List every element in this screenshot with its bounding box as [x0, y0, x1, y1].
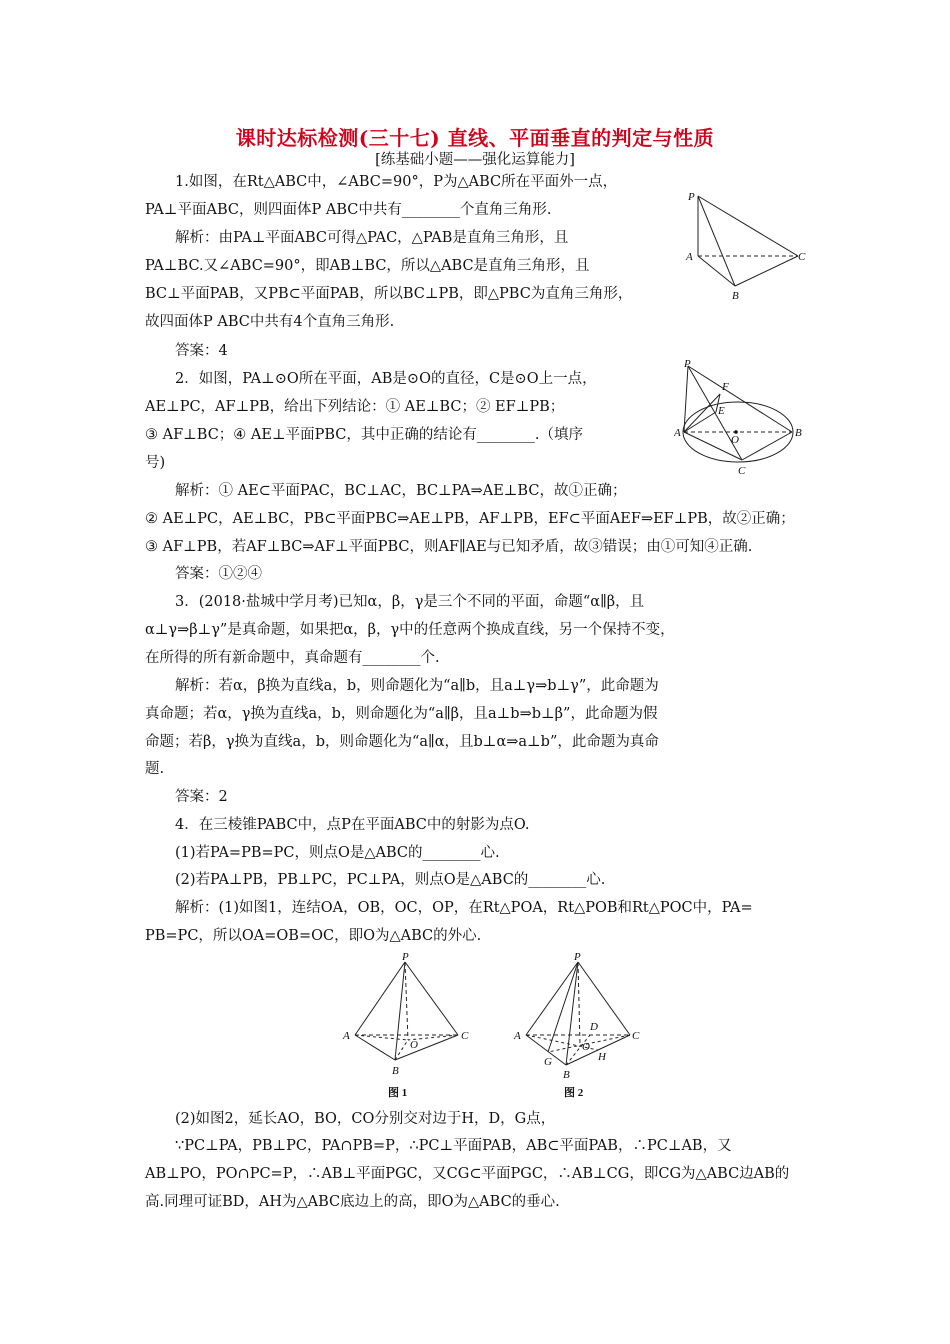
q4-figure-2: [508, 950, 648, 1100]
q4-fig2-label-p: P: [574, 951, 581, 963]
q3-answer: 答案：2: [175, 789, 228, 805]
q4-fig2-caption: 图 2: [564, 1087, 584, 1099]
q4-line-2: (1)若PA=PB=PC，则点O是△ABC的________心.: [175, 845, 500, 861]
q2-fig-label-b: B: [795, 427, 802, 439]
q1-solution-4: 故四面体P ABC中共有4个直角三角形.: [145, 314, 395, 330]
q1-fig-label-p: P: [688, 191, 695, 203]
q4-fig1-label-b: B: [392, 1065, 399, 1077]
q2-line-4: 号): [145, 455, 166, 471]
q1-solution-1: 解析：由PA⊥平面ABC可得△PAC，△PAB是直角三角形，且: [175, 230, 569, 246]
q4-fig2-label-g: G: [544, 1056, 552, 1068]
q2-line-3: ③ AF⊥BC；④ AE⊥平面PBC，其中正确的结论有________.（填序: [145, 427, 583, 443]
section-subtitle: [练基础小题——强化运算能力]: [375, 152, 575, 168]
q2-fig-label-a: A: [674, 427, 681, 439]
q4-fig2-label-c: C: [632, 1030, 640, 1042]
q4-figure-1: [340, 950, 480, 1100]
q4-fig1-label-c: C: [461, 1030, 469, 1042]
q4-fig1-label-a: A: [343, 1030, 350, 1042]
q2-fig-label-o: O: [731, 434, 739, 446]
q4-part2-line-1: (2)如图2，延长AO，BO，CO分别交对边于H，D，G点，: [175, 1111, 556, 1127]
q3-line-3: 在所得的所有新命题中，真命题有________个.: [145, 650, 440, 666]
q1-fig-label-c: C: [798, 251, 806, 263]
q4-solution-2: PB=PC，所以OA=OB=OC，即O为△ABC的外心.: [145, 928, 482, 944]
q2-fig-label-f: F: [722, 381, 729, 393]
q2-line-1: 2．如图，PA⊥⊙O所在平面，AB是⊙O的直径，C是⊙O上一点，: [175, 371, 597, 387]
q1-line-2: PA⊥平面ABC，则四面体P ABC中共有________个直角三角形.: [145, 202, 552, 218]
q1-answer: 答案：4: [175, 343, 228, 359]
q4-fig2-label-b: B: [563, 1069, 570, 1081]
q2-fig-label-c: C: [738, 465, 746, 477]
q4-fig1-caption: 图 1: [388, 1087, 408, 1099]
q4-line-1: 4．在三棱锥PABC中，点P在平面ABC中的射影为点O.: [175, 817, 530, 833]
q1-figure: [680, 186, 810, 306]
q3-solution-4: 题.: [145, 761, 165, 777]
q4-fig2-label-a: A: [514, 1030, 521, 1042]
q2-figure: [674, 356, 804, 480]
q2-solution-2: ② AE⊥PC，AE⊥BC，PB⊂平面PBC⇒AE⊥PB，AF⊥PB，EF⊂平面AEF⇒EF⊥PB，故②正确；: [145, 511, 795, 527]
q4-fig1-label-p: P: [402, 951, 409, 963]
q4-fig1-label-o: O: [410, 1039, 418, 1051]
q2-solution-3: ③ AF⊥PB，若AF⊥BC⇒AF⊥平面PBC，则AF∥AE与已知矛盾，故③错误；由①可知④正确.: [145, 539, 753, 555]
q3-solution-2: 真命题；若α，γ换为直线a，b，则命题化为“a∥β，且a⊥b⇒b⊥β”，此命题为假: [145, 706, 658, 722]
q4-part2-line-2: ∵PC⊥PA，PB⊥PC，PA∩PB=P，∴PC⊥平面PAB，AB⊂平面PAB，∴PC⊥AB，又: [175, 1138, 732, 1154]
q1-fig-label-b: B: [732, 290, 739, 302]
q4-fig2-label-h: H: [598, 1051, 606, 1063]
q3-line-1: 3．(2018·盐城中学月考)已知α，β，γ是三个不同的平面，命题“α∥β，且: [175, 594, 645, 610]
q4-solution-1: 解析：(1)如图1，连结OA，OB，OC，OP，在Rt△POA，Rt△POB和Rt△POC中，PA=: [175, 900, 753, 916]
q4-part2-line-3: AB⊥PO，PO∩PC=P，∴AB⊥平面PGC，又CG⊂平面PGC，∴AB⊥CG，即CG为△ABC边AB的: [145, 1166, 790, 1182]
q4-part2-line-4: 高.同理可证BD，AH为△ABC底边上的高，即O为△ABC的垂心.: [145, 1194, 560, 1210]
q1-fig-label-a: A: [686, 251, 693, 263]
page-title: 课时达标检测(三十七) 直线、平面垂直的判定与性质: [235, 126, 715, 150]
q1-solution-3: BC⊥平面PAB，又PB⊂平面PAB，所以BC⊥PB，即△PBC为直角三角形，: [145, 286, 633, 302]
q2-answer: 答案：①②④: [175, 566, 262, 582]
q3-solution-3: 命题；若β，γ换为直线a，b，则命题化为“a∥α，且b⊥α⇒a⊥b”，此命题为真命: [145, 734, 659, 750]
q4-fig2-label-d: D: [590, 1021, 598, 1033]
q2-fig-label-e: E: [718, 405, 725, 417]
q1-solution-2: PA⊥BC.又∠ABC=90°，即AB⊥BC，所以△ABC是直角三角形，且: [145, 258, 590, 274]
q2-fig-label-p: P: [684, 358, 691, 370]
q4-line-3: (2)若PA⊥PB，PB⊥PC，PC⊥PA，则点O是△ABC的________心.: [175, 872, 606, 888]
q3-line-2: α⊥γ⇒β⊥γ”是真命题，如果把α，β，γ中的任意两个换成直线，另一个保持不变，: [145, 622, 675, 638]
q1-line-1: 1.如图，在Rt△ABC中，∠ABC=90°，P为△ABC所在平面外一点，: [175, 174, 618, 190]
q2-line-2: AE⊥PC，AF⊥PB，给出下列结论：① AE⊥BC；② EF⊥PB；: [145, 399, 565, 415]
q2-solution-1: 解析：① AE⊂平面PAC，BC⊥AC，BC⊥PA⇒AE⊥BC，故①正确；: [175, 483, 627, 499]
q3-solution-1: 解析：若α，β换为直线a，b，则命题化为“a∥b，且a⊥γ⇒b⊥γ”，此命题为: [175, 678, 659, 694]
q4-fig2-label-o: O: [582, 1041, 590, 1053]
